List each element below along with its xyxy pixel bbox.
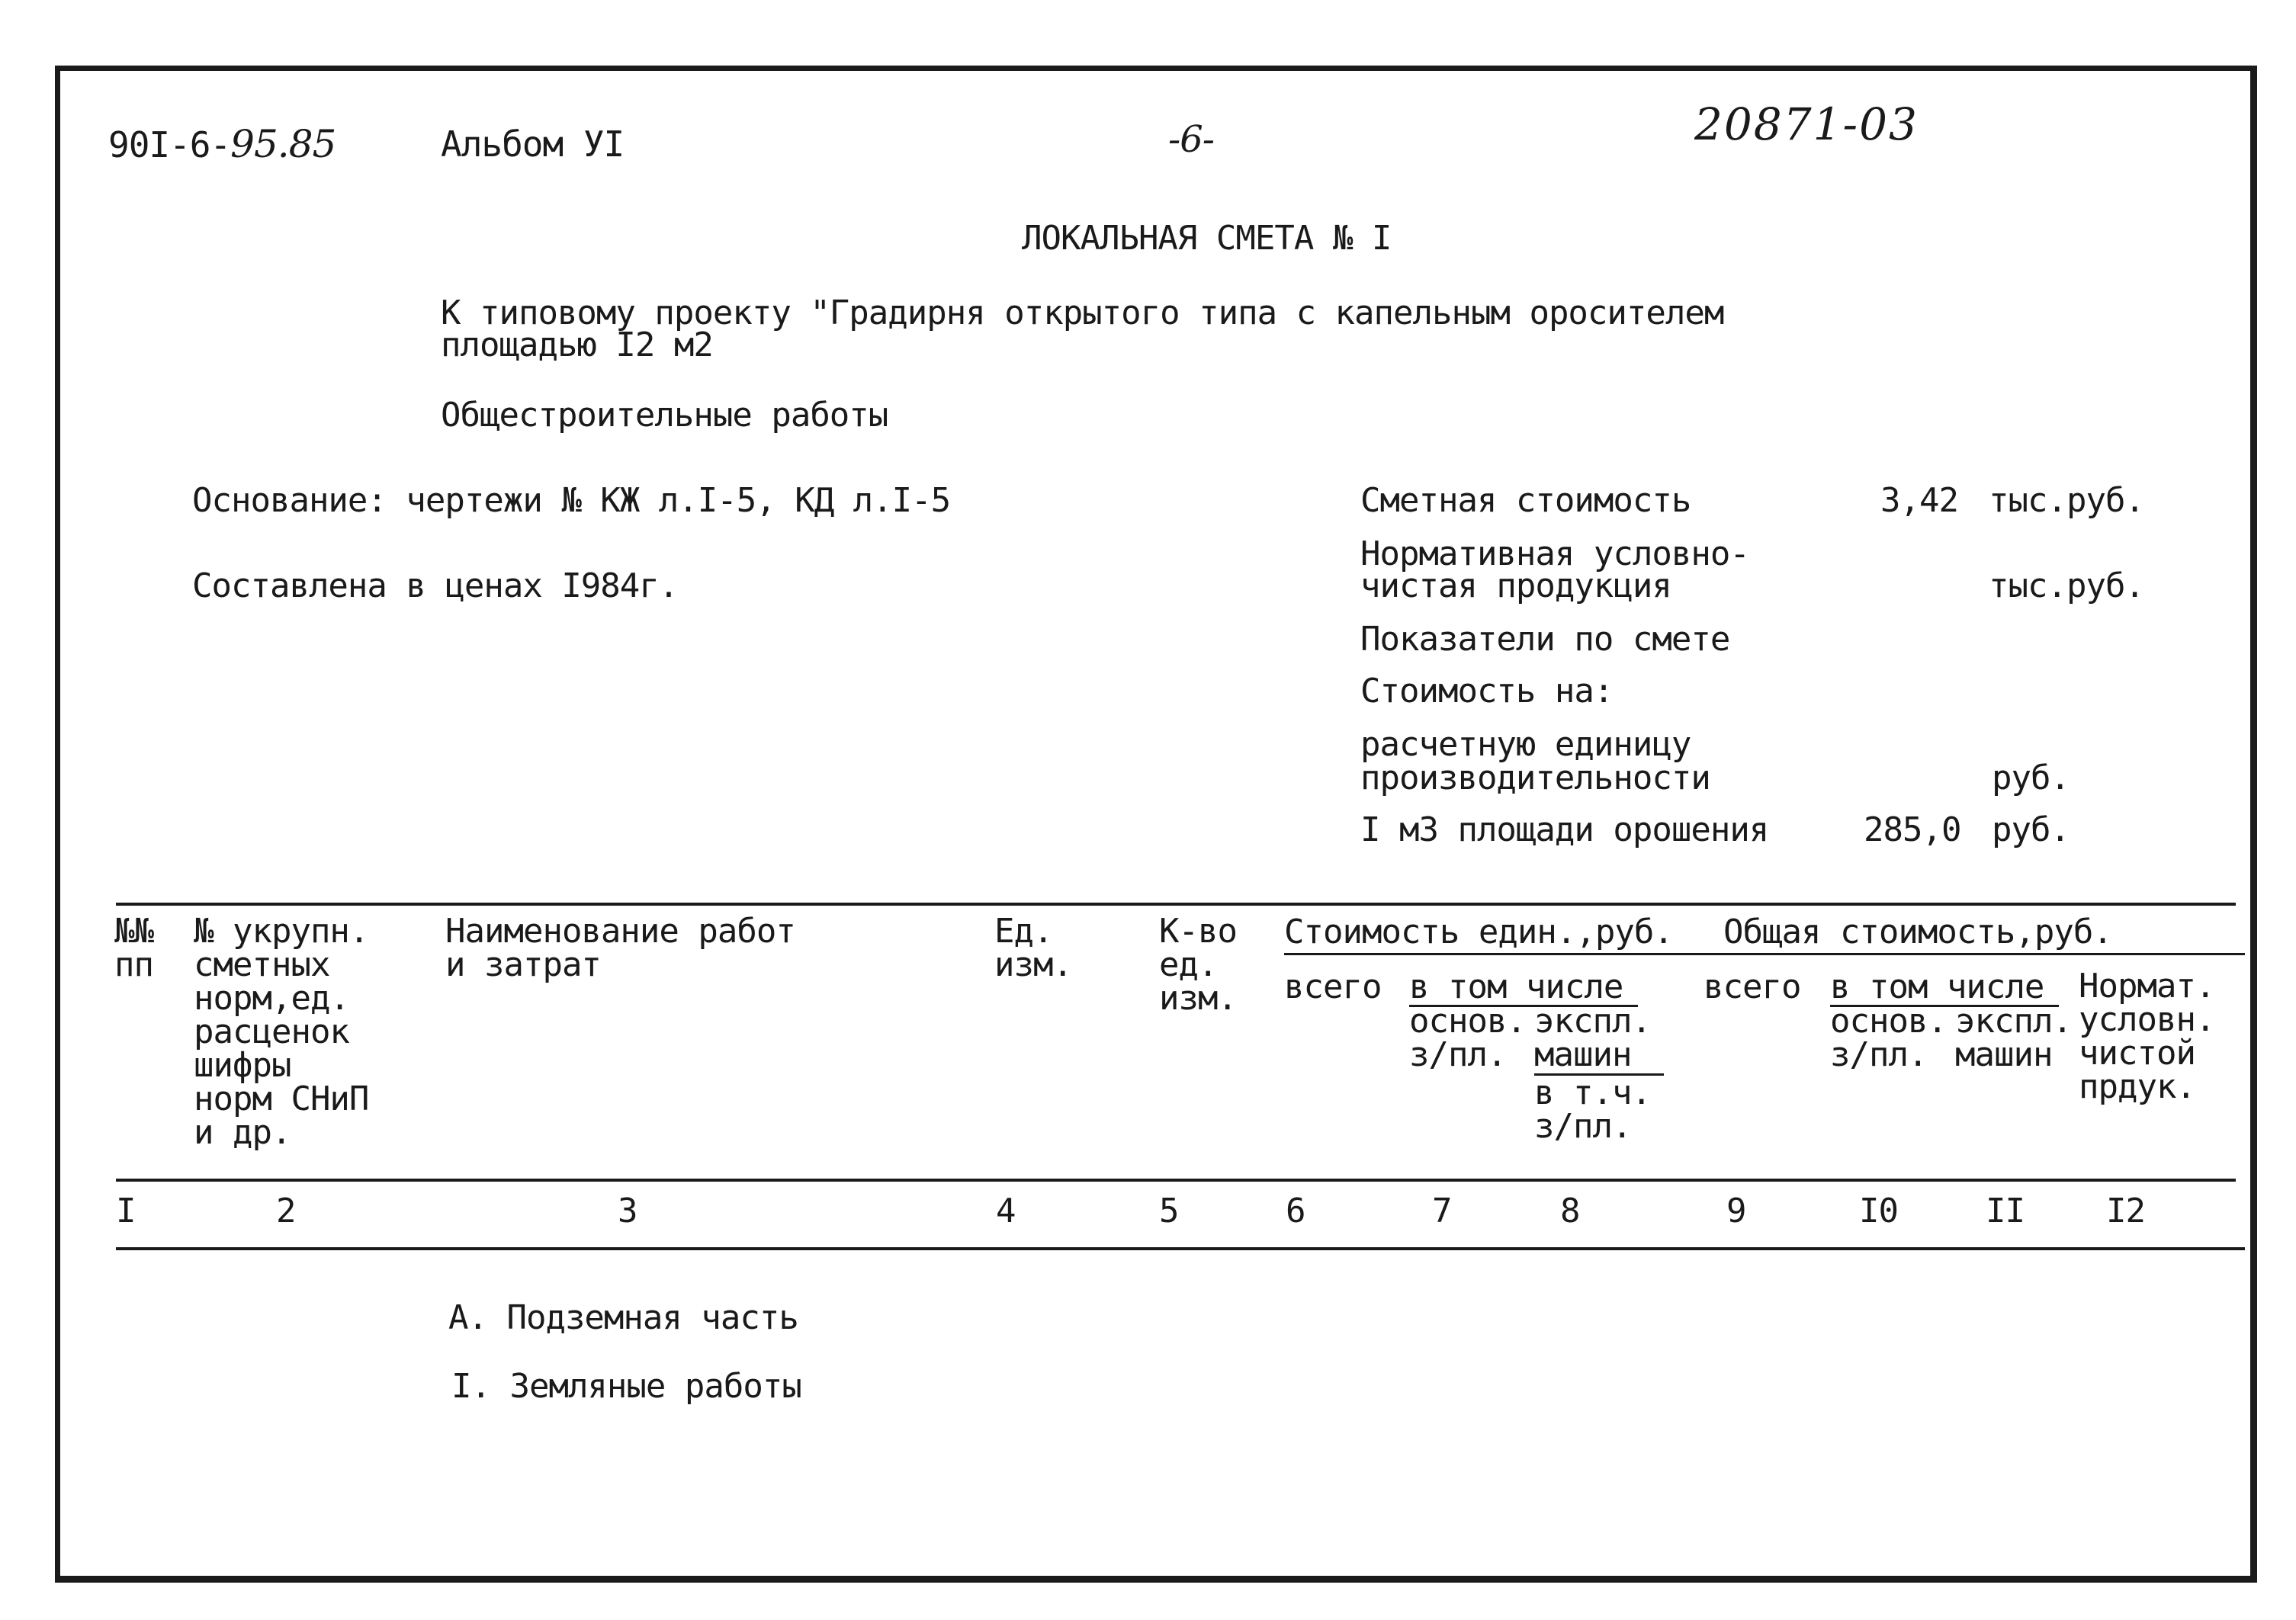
column-numbers-rule [116,1247,2245,1250]
col7-header: основ. з/пл. [1409,1002,1526,1074]
column-number-7: 7 [1432,1192,1452,1230]
col5-header: К-во ед. изм. [1159,912,1237,1018]
column-number-2: 2 [276,1192,296,1230]
irrigation-label: I м3 площади орошения [1360,810,1769,849]
total-incl-label: в том числе [1830,967,2044,1006]
document-title: ЛОКАЛЬНАЯ СМЕТА № I [1022,219,1392,258]
column-number-11: II [1986,1192,2025,1230]
table-header-rule [116,1179,2236,1182]
col6-header: всего [1284,967,1382,1006]
column-number-6: 6 [1286,1192,1305,1230]
normative-label-line2: чистая продукция [1360,566,1671,605]
unit-label-line1: расчетную единицу [1360,725,1691,764]
col8-header-bottom: в т.ч. з/пл. [1534,1073,1651,1146]
col9-header: всего [1704,967,1801,1006]
column-number-9: 9 [1726,1192,1746,1230]
project-description-line2: площадью I2 м2 [441,326,713,364]
col12-header: Нормат. условн. чистой прдук. [2079,967,2215,1106]
project-code-handwritten: 95.85 [230,122,336,166]
column-number-3: 3 [618,1192,637,1230]
col8-header-top: экспл. машин [1534,1002,1651,1074]
irrigation-unit: руб. [1992,810,2070,849]
irrigation-value: 285,0 [1864,810,1961,849]
prices-text: Составлена в ценах I984г. [192,566,679,605]
album-label: Альбом УI [441,124,625,165]
column-number-5: 5 [1159,1192,1179,1230]
table-top-rule [116,903,2236,906]
project-description-line1: К типовому проекту "Градирня открытого типа с капельным оросителем [441,294,1724,332]
cost-per-label: Стоимость на: [1360,672,1614,711]
normative-unit: тыс.руб. [1989,566,2144,605]
page-number: -6- [1168,118,1214,161]
estimated-cost-unit: тыс.руб. [1989,481,2144,520]
unit-cost-unit: руб. [1992,759,2070,797]
stamp-number: 20871-03 [1694,98,1919,150]
unit-label-line2: производительности [1360,759,1710,797]
normative-label-line1: Нормативная условно- [1360,534,1749,573]
column-number-1: I [116,1192,136,1230]
project-code [108,122,336,166]
section-type: Общестроительные работы [441,396,888,435]
total-cost-group-header: Общая стоимость,руб. [1723,913,2112,951]
col4-header: Ед. изм. [994,912,1072,984]
column-number-10: I0 [1859,1192,1898,1230]
project-code-prefix: 90I-6- [108,124,231,165]
cost-group-underline [1284,953,2245,955]
col11-header: экспл. машин [1955,1002,2072,1074]
col3-header: Наименование работ и затрат [445,912,795,984]
col10-header: основ. з/пл. [1830,1002,1947,1074]
unit-cost-group-header: Стоимость един.,руб. [1284,913,1673,951]
indicators-label: Показатели по смете [1360,620,1730,659]
section-part-a: А. Подземная часть [448,1298,798,1337]
unit-incl-label: в том числе [1409,967,1623,1006]
column-number-12: I2 [2106,1192,2145,1230]
column-number-8: 8 [1560,1192,1580,1230]
estimated-cost-label: Сметная стоимость [1360,481,1691,520]
col2-header: № укрупн. сметных норм,ед. расценок шифры норм СНиП и др. [194,912,369,1152]
basis-text: Основание: чертежи № КЖ л.I-5, КД л.I-5 [192,481,951,520]
column-number-4: 4 [996,1192,1016,1230]
section-earthworks: I. Земляные работы [451,1367,801,1406]
col1-header: №№ пп [114,912,153,984]
estimated-cost-value: 3,42 [1880,481,1958,520]
